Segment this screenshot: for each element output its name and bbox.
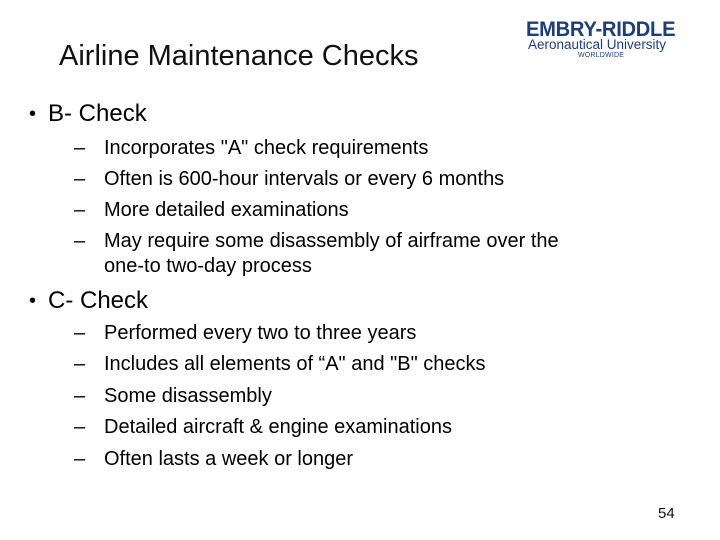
dash-icon: – (74, 385, 86, 407)
list-item-text: More detailed examinations (104, 199, 349, 221)
section-heading-text: C- Check (48, 287, 149, 314)
list-item-text: Incorporates "A" check requirements (104, 137, 429, 159)
list-item-text: Often lasts a week or longer (104, 448, 354, 470)
section-heading-c-check (29, 287, 149, 315)
section-heading-text: B- Check (48, 100, 147, 127)
logo-tagline: WORLDWIDE (578, 52, 625, 59)
list-item-text: Performed every two to three years (104, 322, 417, 344)
bullet-icon: • (29, 103, 37, 125)
list-item-text: Includes all elements of “A" and "B" checks (104, 353, 486, 375)
list-item-text: Detailed aircraft & engine examinations (104, 416, 452, 438)
dash-icon: – (74, 168, 86, 190)
logo-subtitle: Aeronautical University (528, 37, 667, 52)
logo-wordmark: EMBRY-RIDDLE (526, 18, 676, 41)
list-item-text: Often is 600-hour intervals or every 6 months (104, 168, 505, 190)
dash-icon: – (74, 199, 86, 221)
dash-icon: – (74, 416, 86, 438)
dash-icon: – (74, 322, 86, 344)
bullet-icon: • (29, 290, 37, 312)
list-item-text: Some disassembly (104, 385, 272, 407)
slide-title: Airline Maintenance Checks (59, 40, 419, 72)
university-logo (522, 18, 690, 66)
dash-icon: – (74, 353, 86, 375)
page-number: 54 (658, 505, 675, 522)
dash-icon: – (74, 448, 86, 470)
dash-icon: – (74, 230, 86, 252)
section-heading-b-check (29, 100, 147, 128)
dash-icon: – (74, 137, 86, 159)
list-item-text: one-to two-day process (104, 255, 312, 277)
list-item-text: May require some disassembly of airframe over the (104, 230, 559, 252)
